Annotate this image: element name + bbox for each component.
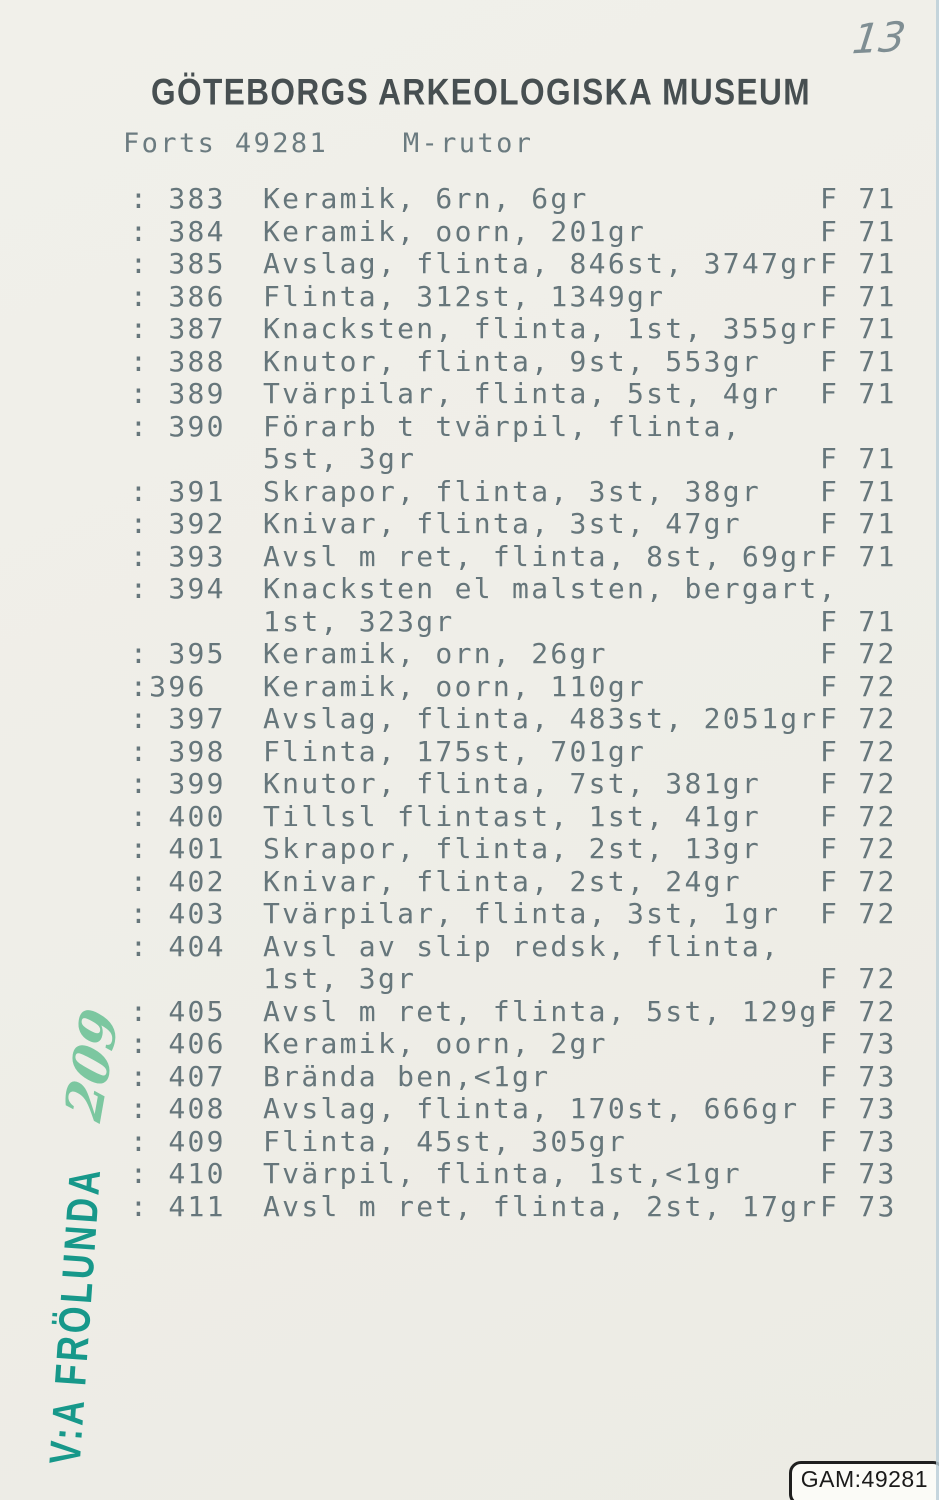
entry-number: : 401	[130, 832, 226, 865]
entry-find-ref: F 71	[820, 279, 897, 313]
entry-description: Knutor, flinta, 7st, 381gr	[263, 767, 762, 800]
catalog-entry	[130, 216, 930, 249]
entry-description: 1st, 3gr	[263, 962, 417, 995]
entry-description: Knutor, flinta, 9st, 553gr	[263, 344, 762, 378]
entry-description: Knacksten, flinta, 1st, 355gr	[263, 312, 819, 345]
entry-number: : 400	[130, 799, 226, 833]
catalog-entry	[130, 898, 930, 931]
stamp-place-text: V:A FRÖLUNDA	[39, 1164, 110, 1466]
catalog-entry	[130, 183, 930, 216]
entry-description: Flinta, 45st, 305gr	[263, 1124, 627, 1158]
handwritten-page-number: 13	[849, 12, 909, 64]
entry-find-ref: F 73	[820, 1092, 897, 1125]
entry-number: : 391	[130, 474, 226, 508]
catalog-entry	[130, 1158, 930, 1191]
catalog-entry-list	[130, 183, 930, 1223]
entry-number: : 402	[130, 864, 226, 898]
catalog-entry	[130, 248, 930, 281]
entry-description: Keramik, 6rn, 6gr	[263, 182, 589, 215]
entry-find-ref: F 72	[820, 864, 897, 898]
entry-description: Tvärpilar, flinta, 3st, 1gr	[263, 897, 781, 930]
entry-description: Knacksten el malsten, bergart,	[263, 572, 838, 605]
entry-find-ref: F 72	[820, 734, 897, 768]
entry-number: : 389	[130, 377, 226, 410]
entry-number: : 403	[130, 897, 226, 930]
entry-number: : 393	[130, 539, 226, 573]
catalog-subtitle: Forts 49281 M-rutor	[123, 128, 534, 159]
entry-description: Tvärpilar, flinta, 5st, 4gr	[263, 377, 781, 410]
catalog-entry	[130, 541, 930, 574]
catalog-entry	[130, 378, 930, 411]
entry-description: Tillsl flintast, 1st, 41gr	[263, 799, 762, 833]
entry-description: Flinta, 175st, 701gr	[263, 734, 647, 768]
catalog-entry	[130, 1028, 930, 1061]
entry-find-ref: F 71	[820, 344, 897, 378]
entry-number: :396	[130, 669, 207, 703]
entry-find-ref: F 71	[820, 377, 897, 410]
catalog-entry	[130, 931, 930, 996]
entry-find-ref: F 73	[820, 1027, 897, 1060]
catalog-entry	[130, 313, 930, 346]
entry-description: Keramik, oorn, 2gr	[263, 1027, 608, 1060]
entry-description: Skrapor, flinta, 3st, 38gr	[263, 474, 762, 508]
entry-find-ref: F 72	[820, 994, 897, 1028]
entry-number: : 392	[130, 507, 226, 540]
catalog-entry	[130, 768, 930, 801]
catalog-entry	[130, 866, 930, 899]
entry-description: Avsl av slip redsk, flinta,	[263, 929, 781, 963]
entry-find-ref: F 72	[820, 637, 897, 670]
entry-find-ref: F 72	[820, 702, 897, 735]
catalog-entry	[130, 703, 930, 736]
provenance-stamp	[34, 1002, 132, 1466]
entry-number: : 394	[130, 572, 226, 605]
entry-description: Flinta, 312st, 1349gr	[263, 279, 666, 313]
entry-find-ref: F 72	[820, 669, 897, 703]
entry-description: Skrapor, flinta, 2st, 13gr	[263, 832, 762, 865]
entry-find-ref: F 71	[820, 507, 897, 540]
entry-description: Avslag, flinta, 483st, 2051gr	[263, 702, 819, 735]
entry-find-ref: F 71	[820, 312, 897, 345]
catalog-entry	[130, 801, 930, 834]
entry-number: : 404	[130, 929, 226, 963]
entry-description: Avsl m ret, flinta, 5st, 129gr	[263, 994, 838, 1028]
entry-find-ref: F 71	[820, 247, 897, 280]
entry-find-ref: F 71	[820, 474, 897, 508]
catalog-entry	[130, 508, 930, 541]
catalog-entry	[130, 996, 930, 1029]
entry-number: : 406	[130, 1027, 226, 1060]
catalog-entry	[130, 1093, 930, 1126]
entry-description: Brända ben,<1gr	[263, 1059, 551, 1093]
entry-find-ref: F 72	[820, 962, 897, 995]
catalog-entry	[130, 281, 930, 314]
entry-find-ref: F 73	[820, 1124, 897, 1158]
accession-number-label: GAM:49281	[789, 1461, 939, 1500]
entry-description: Förarb t tvärpil, flinta,	[263, 409, 742, 443]
entry-number: : 383	[130, 182, 226, 215]
entry-number: : 405	[130, 994, 226, 1028]
entry-number: : 387	[130, 312, 226, 345]
catalog-entry	[130, 476, 930, 509]
entry-number: : 395	[130, 637, 226, 670]
entry-number: : 408	[130, 1092, 226, 1125]
entry-number: : 398	[130, 734, 226, 768]
entry-description: Tvärpil, flinta, 1st,<1gr	[263, 1157, 742, 1190]
handwritten-stamp-number: 209	[53, 1002, 132, 1129]
entry-description: Avslag, flinta, 846st, 3747gr	[263, 247, 819, 280]
entry-find-ref: F 71	[820, 539, 897, 573]
entry-number: : 388	[130, 344, 226, 378]
entry-number: : 397	[130, 702, 226, 735]
catalog-entry	[130, 736, 930, 769]
entry-find-ref: F 73	[820, 1189, 897, 1223]
catalog-entry	[130, 346, 930, 379]
entry-find-ref: F 72	[820, 897, 897, 930]
entry-number: : 409	[130, 1124, 226, 1158]
entry-number: : 384	[130, 214, 226, 248]
catalog-entry	[130, 411, 930, 476]
catalog-entry	[130, 1126, 930, 1159]
entry-number: : 399	[130, 767, 226, 800]
catalog-entry	[130, 833, 930, 866]
catalog-entry	[130, 638, 930, 671]
entry-number: : 390	[130, 409, 226, 443]
entry-number: : 386	[130, 279, 226, 313]
entry-description: Keramik, oorn, 201gr	[263, 214, 647, 248]
entry-find-ref: F 72	[820, 767, 897, 800]
entry-find-ref: F 71	[820, 182, 897, 215]
entry-number: : 411	[130, 1189, 226, 1223]
entry-description: Keramik, oorn, 110gr	[263, 669, 647, 703]
entry-find-ref: F 73	[820, 1157, 897, 1190]
entry-find-ref: F 71	[820, 214, 897, 248]
entry-description: Knivar, flinta, 2st, 24gr	[263, 864, 742, 898]
entry-description: Avsl m ret, flinta, 8st, 69gr	[263, 539, 819, 573]
entry-find-ref: F 73	[820, 1059, 897, 1093]
entry-description: Avslag, flinta, 170st, 666gr	[263, 1092, 800, 1125]
entry-description: Keramik, orn, 26gr	[263, 637, 608, 670]
catalog-entry	[130, 671, 930, 704]
entry-number: : 407	[130, 1059, 226, 1093]
entry-description: Knivar, flinta, 3st, 47gr	[263, 507, 742, 540]
museum-title: GÖTEBORGS ARKEOLOGISKA MUSEUM	[151, 72, 811, 114]
entry-find-ref: F 71	[820, 604, 897, 638]
entry-number: : 410	[130, 1157, 226, 1190]
entry-find-ref: F 72	[820, 799, 897, 833]
catalog-entry	[130, 573, 930, 638]
entry-description: Avsl m ret, flinta, 2st, 17gr	[263, 1189, 819, 1223]
entry-description: 1st, 323gr	[263, 604, 455, 638]
entry-description: 5st, 3gr	[263, 442, 417, 475]
entry-find-ref: F 71	[820, 442, 897, 475]
entry-number: : 385	[130, 247, 226, 280]
entry-find-ref: F 72	[820, 832, 897, 865]
catalog-entry	[130, 1191, 930, 1224]
catalog-entry	[130, 1061, 930, 1094]
